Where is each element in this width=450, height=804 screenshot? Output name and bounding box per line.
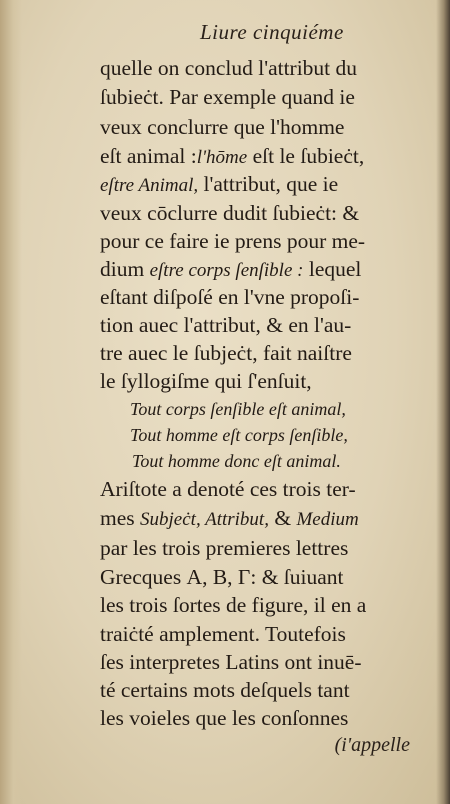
text-line: traiċté amplement. Toutefois xyxy=(100,622,346,646)
text-line: par les trois premieres lettres xyxy=(100,536,349,560)
text-line: eſt animal :l'hōme eſt le ſubieċt, xyxy=(100,144,365,168)
text-line: veux cōclurre dudit ſubieċt: & xyxy=(100,201,360,225)
syllogism-premise-major: Tout corps ſenſible eſt animal, xyxy=(130,399,346,419)
page-gutter-shadow xyxy=(0,0,22,804)
text-line: les trois ſortes de figure, il en a xyxy=(100,593,367,617)
catchword: (i'appelle xyxy=(334,734,410,756)
text-line: Ariſtote a denoté ces trois ter- xyxy=(100,477,356,501)
text-line: pour ce faire ie prens pour me- xyxy=(100,229,366,253)
text-line: eſtant diſpoſé en l'vne propoſi- xyxy=(100,285,360,309)
running-title: Liure cinquiéme xyxy=(200,20,344,44)
text-line: quelle on conclud l'attribut du xyxy=(100,56,358,80)
text-line: ſes interpretes Latins ont inuē- xyxy=(100,650,362,674)
text-line: veux conclurre que l'homme xyxy=(100,115,345,139)
text-line: ſubieċt. Par exemple quand ie xyxy=(100,85,355,109)
text-line: Grecques Α, Β, Γ: & ſuiuant xyxy=(100,565,344,589)
text-line: té certains mots deſquels tant xyxy=(100,678,350,702)
text-line: tre auec le ſubjeċt, fait naiſtre xyxy=(100,341,352,365)
text-line: les voieles que les conſonnes xyxy=(100,706,349,730)
text-line: tion auec l'attribut, & en l'au- xyxy=(100,313,352,337)
syllogism-conclusion: Tout homme donc eſt animal. xyxy=(132,451,341,471)
text-line: mes Subjeċt, Attribut, & Medium xyxy=(100,506,359,530)
text-line: eſtre Animal, l'attribut, que ie xyxy=(100,172,339,196)
text-line: le ſyllogiſme qui ſ'enſuit, xyxy=(100,369,312,393)
text-line: dium eſtre corps ſenſible : lequel xyxy=(100,257,362,281)
page-edge-shadow xyxy=(436,0,450,804)
syllogism-premise-minor: Tout homme eſt corps ſenſible, xyxy=(130,425,348,445)
